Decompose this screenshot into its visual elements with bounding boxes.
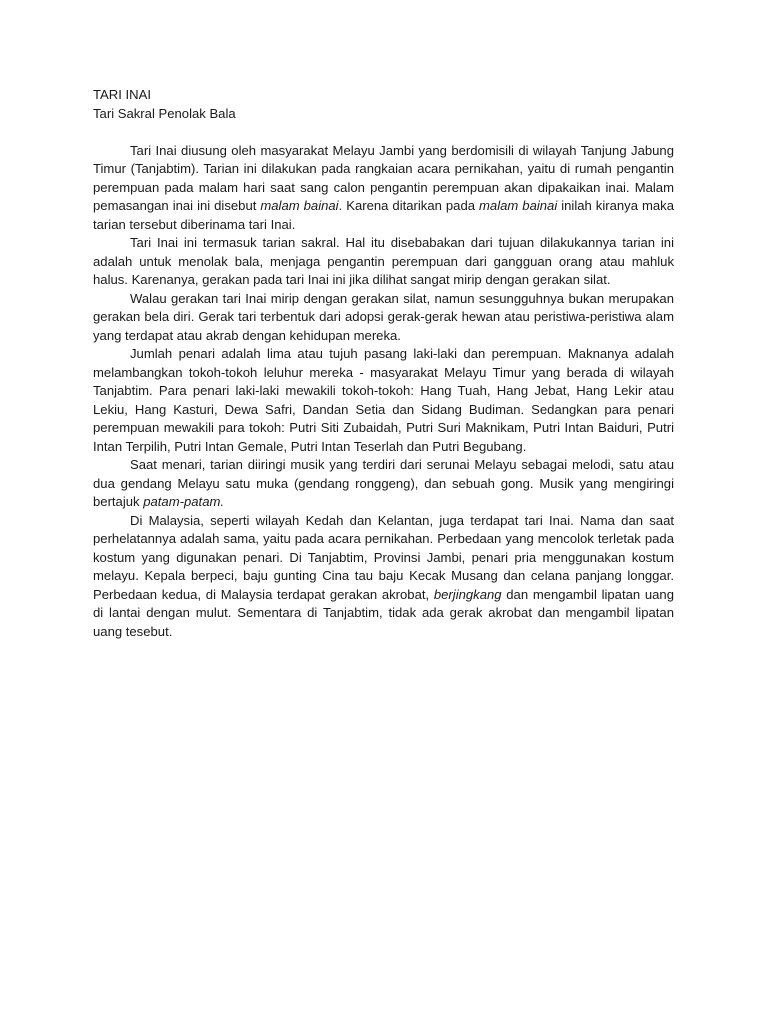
text-run: Jumlah penari adalah lima atau tujuh pasang laki-laki dan perempuan. Maknanya adalah melambangkan tokoh-tokoh leluhur mereka - masyarakat Melayu Timur yang berada di wilayah Tanjabtim. Para penari laki-laki mewakili tokoh-tokoh: Hang Tuah, Hang Jebat, Hang Lekir atau Lekiu, Hang Kasturi, Dewa Safri, Dandan Setia dan Sidang Budiman. Sedangkan para penari perempuan mewakili para tokoh: Putri Siti Zubaidah, Putri Suri Maknikam, Putri Intan Baiduri, Putri Intan Terpilih, Putri Intan Gemale, Putri Intan Teserlah dan Putri Begubang.	[93, 346, 674, 454]
body-paragraph	[93, 142, 674, 235]
body-paragraph	[93, 234, 674, 290]
document-title: TARI INAI	[93, 87, 151, 102]
text-run: Walau gerakan tari Inai mirip dengan gerakan silat, namun sesungguhnya bukan merupakan gerakan bela diri. Gerak tari terbentuk dari adopsi gerak-gerak hewan atau peristiwa-peristiwa alam yang terdapat atau akrab dengan kehidupan mereka.	[93, 290, 674, 343]
text-run: . Karena ditarikan pada	[338, 198, 480, 213]
italic-term: patam-patam.	[143, 494, 225, 509]
italic-term: berjingkang	[433, 586, 502, 602]
italic-term: malam bainai	[260, 198, 339, 213]
text-run: dan mengambil lipatan uang di lantai dengan mulut. Sementara di Tanjabtim, tidak ada gerak akrobat dan mengambil lipatan uang tesebut.	[93, 586, 674, 639]
body-paragraph	[93, 345, 674, 456]
document-body	[93, 142, 674, 642]
body-paragraph	[93, 512, 674, 642]
blank-line	[93, 123, 674, 142]
document-page	[93, 86, 674, 641]
text-run: Tari Inai ini termasuk tarian sakral. Hal itu disebabakan dari tujuan dilakukannya tarian ini adalah untuk menolak bala, menjaga pengantin perempuan dari gangguan orang atau mahluk halus. Karenanya, gerakan pada tari Inai ini jika dilihat sangat mirip dengan gerakan silat.	[93, 235, 674, 287]
text-run: inilah kiranya maka tarian tersebut diberinama tari Inai.	[93, 198, 675, 232]
body-paragraph	[93, 290, 674, 346]
text-run: Tari Inai diusung oleh masyarakat Melayu Jambi yang berdomisili di wilayah Tanjung Jabung Timur (Tanjabtim). Tarian ini dilakukan pada rangkaian acara pernikahan, yaitu di rumah pengantin perempuan pada malam hari saat sang calon pengantin perempuan akan dipakaikan inai. Malam pemasangan inai ini disebut	[93, 142, 674, 213]
text-run: Saat menari, tarian diiringi musik yang terdiri dari serunai Melayu sebagai melodi, satu atau dua gendang Melayu satu muka (gendang ronggeng), dan sebuah gong. Musik yang mengiringi bertajuk	[93, 457, 674, 509]
body-paragraph	[93, 456, 674, 512]
text-run: Di Malaysia, seperti wilayah Kedah dan Kelantan, juga terdapat tari Inai. Nama dan saat perhelatannya adalah sama, yaitu pada acara pernikahan. Perbedaan yang mencolok terletak pada kostum yang digunakan penari. Di Tanjabtim, Provinsi Jambi, penari pria menggunakan kostum melayu. Kepala berpeci, baju gunting Cina tau baju Kecak Musang dan celana panjang longgar. Perbedaan kedua, di Malaysia terdapat gerakan akrobat,	[93, 512, 674, 602]
italic-term: malam bainai	[479, 198, 558, 213]
document-subtitle: Tari Sakral Penolak Bala	[93, 105, 236, 121]
